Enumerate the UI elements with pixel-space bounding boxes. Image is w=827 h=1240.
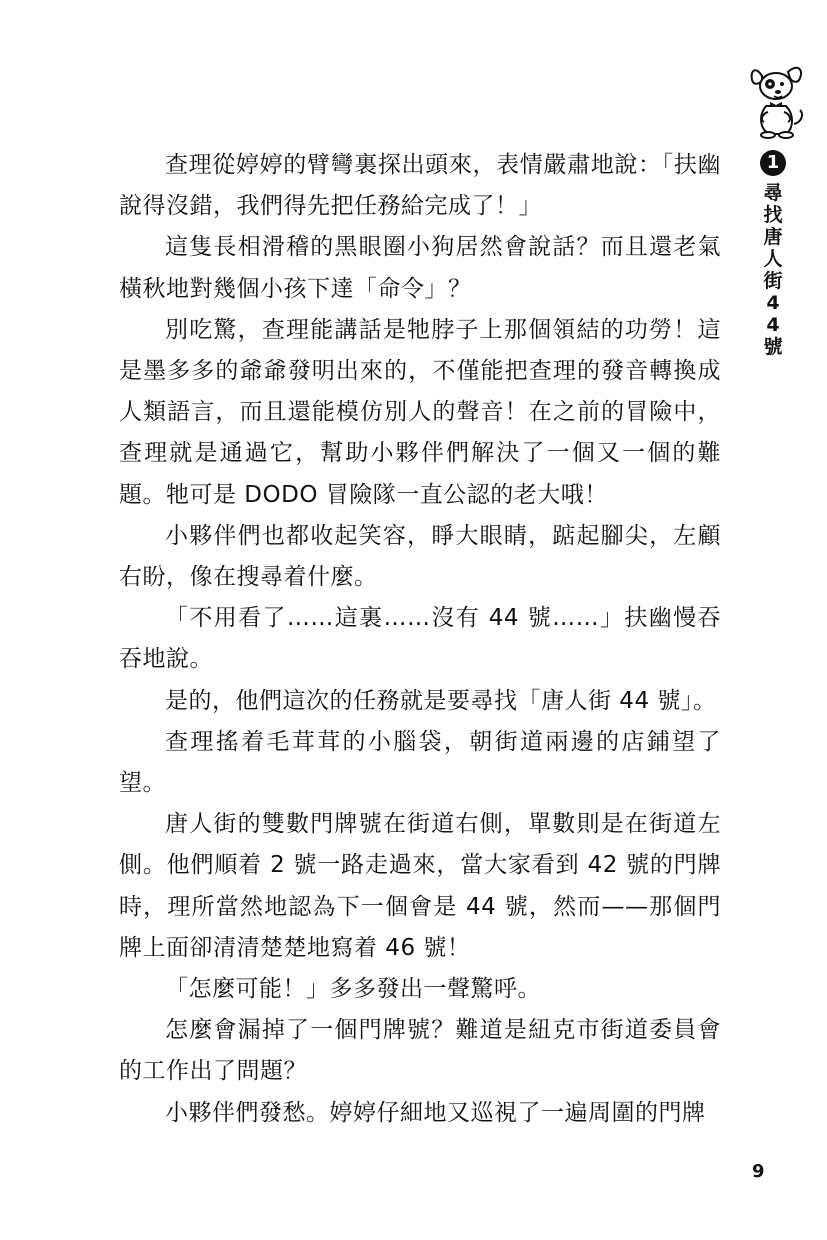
paragraph: 查理從婷婷的臂彎裏探出頭來，表情嚴肅地說：「扶幽說得沒錯，我們得先把任務給完成了！」 bbox=[119, 152, 721, 220]
body-text bbox=[119, 145, 721, 1134]
paragraph: 怎麼會漏掉了一個門牌號？難道是紐克市街道委員會的工作出了問題？ bbox=[119, 1017, 721, 1085]
cartoon-dog-icon bbox=[748, 62, 808, 140]
paragraph: 這隻長相滑稽的黑眼圈小狗居然會說話？而且還老氣橫秋地對幾個小孩下達「命令」？ bbox=[119, 234, 721, 302]
paragraph: 「不用看了……這裏……沒有 44 號……」扶幽慢吞吞地說。 bbox=[119, 605, 721, 673]
page-number: 9 bbox=[752, 1161, 765, 1182]
paragraph: 小夥伴們發愁。婷婷仔細地又巡視了一遍周圍的門牌 bbox=[165, 1099, 706, 1126]
paragraph: 小夥伴們也都收起笑容，睜大眼睛，踮起腳尖，左顧右盼，像在搜尋着什麼。 bbox=[119, 522, 721, 591]
chapter-number-badge: 1 bbox=[760, 150, 786, 176]
paragraph: 查理搖着毛茸茸的小腦袋，朝街道兩邊的店鋪望了望。 bbox=[119, 728, 721, 797]
paragraph: 唐人街的雙數門牌號在街道右側，單數則是在街道左側。他們順着 2 號一路走過來，當大家看到 42 號的門牌時，理所當然地認為下一個會是 44 號，然而——那個門牌上面卻清清楚楚地寫着 46 號！ bbox=[119, 811, 721, 961]
paragraph: 別吃驚，查理能講話是牠脖子上那個領結的功勞！這是墨多多的爺爺發明出來的，不僅能把查理的發音轉換成人類語言，而且還能模仿別人的聲音！在之前的冒險中，查理就是通過它，幫助小夥伴們解決了一個又一個的難題。牠可是 DODO 冒險隊一直公認的老大哦！ bbox=[119, 316, 721, 508]
paragraph: 是的，他們這次的任務就是要尋找「唐人街 44 號」。 bbox=[165, 687, 717, 714]
chapter-title: 尋找唐人街44號 bbox=[763, 182, 783, 358]
paragraph: 「怎麼可能！」多多發出一聲驚呼。 bbox=[165, 976, 541, 1003]
